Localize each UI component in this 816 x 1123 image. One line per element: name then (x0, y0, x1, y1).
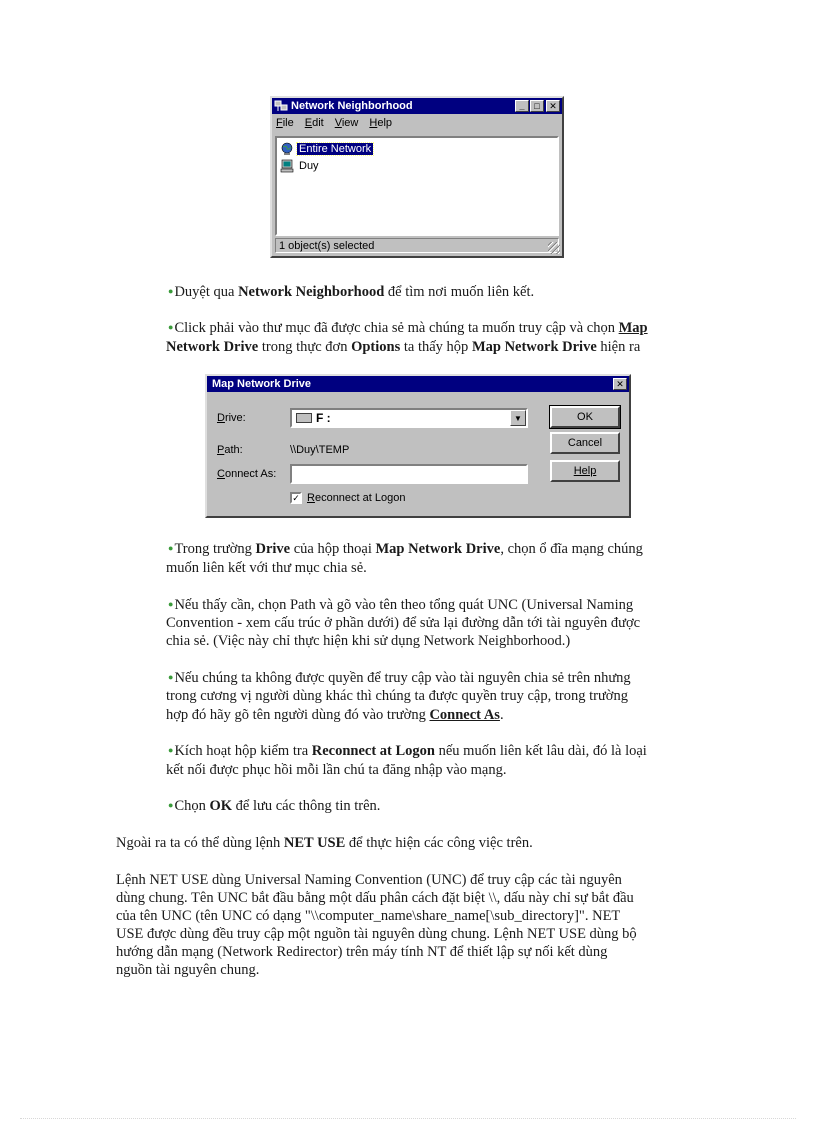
bold-drive: Drive (255, 541, 291, 557)
connect-as-input[interactable] (290, 464, 528, 484)
bullet-icon: ● (168, 286, 174, 296)
net-use-para-line2: dùng chung. Tên UNC bắt đầu bằng một dấu phân cách đặt biệt \\, dấu này chỉ sự bắt đầu (116, 890, 634, 906)
text-seg: Duyệt qua (174, 284, 239, 300)
text-seg: trong thực đơn (258, 339, 352, 355)
net-use-para-line5: hướng dẫn mạng (Network Redirector) trên máy tính NT để thiết lập sự nối kết dùng (116, 944, 608, 960)
text-line: Nếu chúng ta không được quyền để truy cập vào tài nguyên chia sẻ trên nhưng (174, 670, 631, 686)
resize-grip-icon[interactable] (548, 242, 560, 254)
bullet-click-map (168, 319, 716, 339)
text-seg: , chọn ổ đĩa mạng chúng (500, 541, 643, 557)
reconnect-checkbox[interactable] (290, 492, 405, 504)
step-drive-line2: muốn liên kết với thư mục chia sẻ. (166, 560, 367, 576)
network-drive-icon (296, 413, 312, 423)
maximize-button[interactable] (530, 100, 544, 112)
net-use-para-line1: Lệnh NET USE dùng Universal Naming Convention (UNC) để truy cập các tài nguyên (116, 872, 622, 888)
bold-net-use: NET USE (283, 835, 346, 851)
net-use-intro (116, 834, 533, 853)
connect-as-label: Connect As: (217, 468, 277, 480)
text-line: Nếu thấy cần, chọn Path và gõ vào tên theo tổng quát UNC (Universal Naming (174, 597, 634, 613)
duy-label: Duy (299, 159, 319, 172)
minimize-button[interactable] (515, 100, 529, 112)
menu-help[interactable]: Help (369, 117, 393, 129)
path-label: Path: (217, 444, 243, 456)
step-connect-as-line3 (166, 706, 504, 725)
close-button[interactable] (546, 100, 560, 112)
bullet-click-map-line2 (166, 338, 718, 357)
text-seg: ta thấy hộp (400, 339, 472, 355)
text-seg: của hộp thoại (290, 541, 376, 557)
list-item-duy[interactable] (279, 157, 555, 174)
map-dialog-title: Map Network Drive (212, 378, 312, 390)
step-path (168, 596, 633, 616)
text-seg: hợp đó hãy gõ tên người dùng đó vào trường (166, 707, 430, 723)
bold-options: Options (351, 339, 401, 355)
globe-network-icon (279, 141, 295, 157)
close-icon: ✕ (616, 378, 624, 389)
maximize-icon: □ (534, 100, 540, 111)
bold-map-network-drive: Map Network Drive (471, 339, 597, 355)
step-reconnect-line2: kết nối được phục hồi mỗi lần chú ta đăng nhập vào mạng. (166, 762, 507, 778)
text-seg: Ngoài ra ta có thể dùng lệnh (116, 835, 284, 851)
drive-select[interactable] (290, 408, 528, 428)
bullet-icon: ● (168, 672, 174, 682)
step-connect-as (168, 669, 631, 689)
drive-value: F : (316, 411, 331, 425)
text-seg: để tìm nơi muốn liên kết. (384, 284, 535, 300)
menu-file[interactable]: File (276, 117, 294, 129)
bullet-icon: ● (168, 599, 174, 609)
status-text: 1 object(s) selected (279, 239, 375, 252)
text-seg: Kích hoạt hộp kiểm tra (174, 743, 312, 759)
bullet-icon: ● (168, 745, 174, 755)
step-path-line2: Convention - xem cấu trúc ở phần dưới) để sửa lại đường dẫn tới tài nguyên được (166, 615, 641, 631)
text-seg: để thực hiện các công việc trên. (345, 835, 533, 851)
page-footer-divider (20, 1118, 796, 1119)
net-use-para-line4: USE được dùng đều truy cập một nguồn tài nguyên dùng chung. Lệnh NET USE dùng bộ (116, 926, 637, 942)
network-neighborhood-window (270, 96, 564, 258)
step-path-line3: chia sẻ. (Việc này chỉ thực hiện khi sử dụng Network Neighborhood.) (166, 633, 571, 649)
net-use-para-line6: nguồn tài nguyên chung. (116, 962, 260, 978)
help-button[interactable] (550, 460, 620, 482)
bold-network-drive: Network Drive (166, 339, 259, 355)
bold-network-neighborhood: Network Neighborhood (238, 284, 385, 300)
drive-label: Drive: (217, 412, 246, 424)
path-value: \\Duy\TEMP (290, 444, 350, 456)
bullet-browse (168, 283, 534, 303)
text-seg: . (499, 707, 504, 723)
bullet-icon: ● (168, 800, 174, 810)
list-item-entire-network[interactable] (279, 140, 555, 157)
computer-icon (279, 158, 295, 174)
ok-button[interactable]: OK (550, 406, 620, 428)
menu-bar (272, 114, 562, 132)
map-network-drive-dialog (205, 374, 631, 518)
cancel-button[interactable]: Cancel (550, 432, 620, 454)
text-seg: Trong trường (174, 541, 256, 557)
reconnect-label: Reconnect at Logon (307, 492, 406, 504)
entire-network-label: Entire Network (299, 142, 372, 155)
bold-ok: OK (209, 798, 233, 814)
bold-map: Map (618, 320, 648, 336)
checkbox-check-icon[interactable]: ✓ (290, 492, 302, 504)
menu-view[interactable]: View (334, 117, 359, 129)
bullet-icon: ● (168, 322, 174, 332)
step-connect-as-line2: trong cương vị người dùng khác thì chúng ta được quyền truy cập, trong trường (166, 688, 628, 704)
text-seg: hiện ra (596, 339, 641, 355)
bullet-icon: ● (168, 543, 174, 553)
chevron-down-icon[interactable]: ▼ (510, 410, 526, 426)
network-window-titlebar[interactable] (272, 98, 562, 114)
status-bar (275, 238, 559, 253)
text-seg: Chọn (174, 798, 210, 814)
network-list (275, 136, 559, 236)
close-icon: ✕ (549, 100, 557, 111)
text-seg: Click phải vào thư mục đã được chia sẻ mà chúng ta muốn truy cập và chọn (174, 320, 619, 336)
minimize-icon: _ (519, 100, 525, 111)
step-drive (168, 540, 716, 560)
dialog-close-button[interactable] (613, 378, 627, 390)
help-label: Help (573, 465, 597, 477)
bold-reconnect-at-logon: Reconnect at Logon (311, 743, 435, 759)
net-use-para-line3: của tên UNC (tên UNC có dạng "\\computer_name\share_name[\sub_directory]". NET (116, 908, 621, 924)
bold-connect-as: Connect As (429, 707, 500, 723)
menu-edit[interactable]: Edit (304, 117, 324, 129)
network-window-title: Network Neighborhood (291, 100, 413, 112)
text-seg: để lưu các thông tin trên. (232, 798, 381, 814)
map-dialog-titlebar[interactable] (207, 376, 629, 392)
bold-map-network-drive: Map Network Drive (375, 541, 501, 557)
step-reconnect (168, 742, 647, 762)
network-neighborhood-icon (274, 100, 288, 112)
step-ok (168, 797, 380, 817)
text-seg: nếu muốn liên kết lâu dài, đó là loại (435, 743, 647, 759)
